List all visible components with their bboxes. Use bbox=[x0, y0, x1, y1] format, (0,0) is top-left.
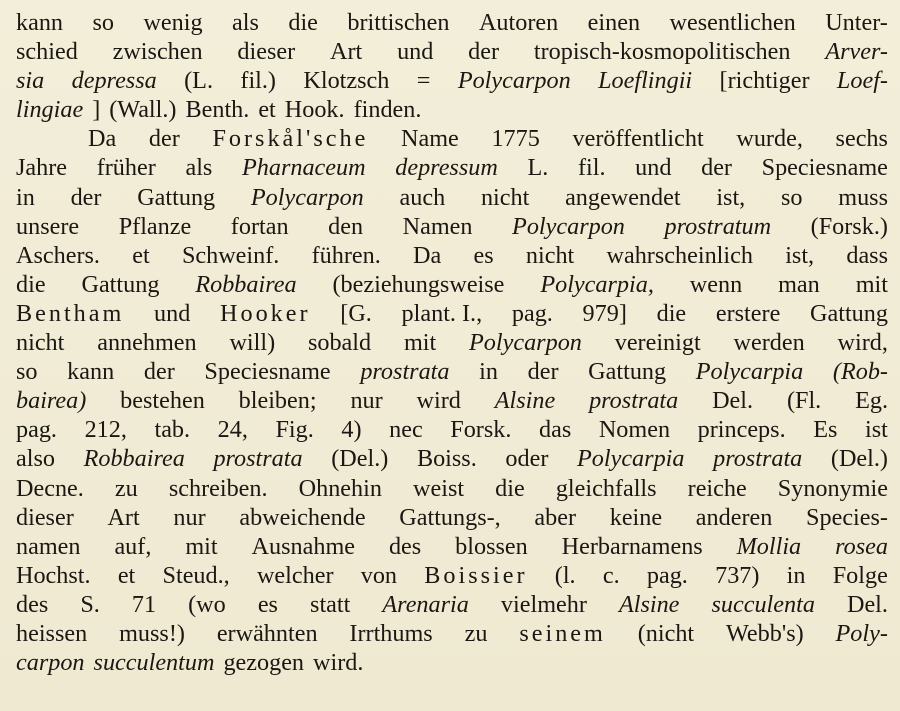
word: in bbox=[479, 358, 498, 386]
word: wird bbox=[416, 387, 461, 415]
word: Arenaria bbox=[382, 590, 469, 618]
word: Alsine bbox=[618, 590, 680, 618]
word: Gattungs-, bbox=[399, 503, 501, 531]
word: so bbox=[92, 9, 114, 36]
word: Species- bbox=[806, 503, 888, 531]
word: pag. bbox=[511, 299, 553, 327]
word: Art bbox=[107, 503, 140, 531]
word: 71 bbox=[131, 590, 157, 618]
word: erstere bbox=[715, 299, 781, 327]
text-line bbox=[16, 590, 888, 619]
word: S. bbox=[80, 590, 100, 618]
word: Forskål'sche bbox=[212, 125, 369, 153]
word: dieser bbox=[16, 503, 74, 531]
text-line bbox=[16, 474, 888, 503]
word: annehmen bbox=[97, 329, 197, 357]
word: und bbox=[154, 299, 191, 327]
word: prostrata bbox=[713, 445, 803, 473]
word: 212, bbox=[84, 416, 127, 444]
word: das bbox=[539, 416, 572, 444]
word: Loeflingii bbox=[598, 67, 693, 95]
word: dass bbox=[846, 241, 888, 269]
word: in bbox=[16, 183, 35, 211]
word: [richtiger bbox=[719, 67, 810, 95]
word: wenn bbox=[689, 270, 743, 298]
word: Webb's) bbox=[726, 619, 804, 647]
word: Loef- bbox=[836, 67, 888, 95]
word: aber bbox=[534, 503, 577, 531]
word: (nicht bbox=[637, 619, 695, 647]
word: depressum bbox=[395, 154, 498, 182]
word: tab. bbox=[154, 416, 191, 444]
word: Mollia bbox=[736, 532, 802, 560]
word: Autoren bbox=[478, 9, 559, 36]
word: früher bbox=[96, 154, 156, 182]
word: Alsine bbox=[494, 387, 556, 415]
word: Poly- bbox=[835, 619, 888, 647]
word: Jahre bbox=[16, 154, 68, 182]
word: c. bbox=[602, 561, 620, 589]
word: Robbairea bbox=[195, 270, 297, 298]
word: Decne. bbox=[16, 474, 84, 502]
word: zu bbox=[464, 619, 488, 647]
word: statt bbox=[310, 590, 351, 618]
word: Speciesname bbox=[204, 358, 331, 386]
word: wesentlichen bbox=[669, 9, 796, 36]
text-line bbox=[16, 153, 888, 182]
word: Pflanze bbox=[118, 212, 192, 240]
text-line bbox=[16, 503, 888, 532]
text-line bbox=[16, 241, 888, 270]
word: muss bbox=[838, 183, 888, 211]
word: nicht bbox=[480, 183, 530, 211]
word: 1775 bbox=[491, 125, 540, 153]
word: prostrata bbox=[360, 358, 450, 386]
word: Forsk. bbox=[450, 416, 512, 444]
word: in bbox=[786, 561, 806, 589]
word: bestehen bbox=[120, 387, 205, 415]
text-line bbox=[16, 444, 888, 473]
word: von bbox=[360, 561, 398, 589]
word: Aschers. bbox=[16, 241, 100, 269]
word: des bbox=[16, 590, 49, 618]
word: heissen bbox=[16, 619, 88, 647]
word: Folge bbox=[832, 561, 888, 589]
word: 737) bbox=[715, 561, 760, 589]
word: gleichfalls bbox=[555, 474, 657, 502]
word: auf, bbox=[114, 532, 152, 560]
word: auch bbox=[399, 183, 446, 211]
word: lingiae bbox=[16, 96, 84, 124]
word: (wo bbox=[188, 590, 226, 618]
word: Steud., bbox=[162, 561, 230, 589]
word: der bbox=[468, 38, 500, 66]
word: Del. bbox=[846, 590, 888, 618]
word: mit bbox=[855, 270, 888, 298]
word: so bbox=[16, 358, 38, 386]
word: Schweinf. bbox=[181, 241, 280, 269]
word: prostrata bbox=[589, 387, 679, 415]
word: wird. bbox=[313, 649, 364, 677]
text-line bbox=[16, 357, 888, 386]
word: Da bbox=[413, 241, 442, 269]
word: sechs bbox=[835, 125, 888, 153]
word: (beziehungsweise bbox=[332, 270, 505, 298]
word: namen bbox=[16, 532, 81, 560]
word: Benth. bbox=[185, 96, 250, 124]
word: anderen bbox=[695, 503, 773, 531]
word: fortan bbox=[230, 212, 289, 240]
word: Klotzsch bbox=[303, 67, 390, 95]
word: Pharnaceum bbox=[241, 154, 366, 182]
word: gezogen bbox=[223, 649, 305, 677]
word: 4) bbox=[341, 416, 362, 444]
word: succulenta bbox=[711, 590, 815, 618]
word: der bbox=[701, 154, 732, 182]
word: führen. bbox=[311, 241, 381, 269]
word: zu bbox=[114, 474, 138, 502]
word: abweichende bbox=[239, 503, 366, 531]
word: man bbox=[778, 270, 820, 298]
word: also bbox=[16, 445, 55, 473]
word: mit bbox=[403, 329, 437, 357]
word: wird, bbox=[837, 329, 888, 357]
word: ist, bbox=[716, 183, 746, 211]
word: keine bbox=[609, 503, 663, 531]
word: (Fl. bbox=[786, 387, 822, 415]
word: bairea) bbox=[16, 387, 87, 415]
word: so bbox=[780, 183, 803, 211]
word: kann bbox=[16, 9, 64, 36]
word: als bbox=[185, 154, 213, 182]
word: bleiben; bbox=[238, 387, 317, 415]
text-line bbox=[16, 124, 888, 153]
word: Eg. bbox=[855, 387, 888, 415]
word: Nomen bbox=[598, 416, 671, 444]
word: die bbox=[288, 9, 318, 36]
word: einen bbox=[587, 9, 641, 36]
word: Hochst. bbox=[16, 561, 91, 589]
word: princeps. bbox=[697, 416, 786, 444]
word: vereinigt bbox=[614, 329, 701, 357]
word: der bbox=[527, 358, 559, 386]
word: Arver- bbox=[825, 38, 888, 66]
word: sobald bbox=[307, 329, 372, 357]
word: (Rob- bbox=[832, 358, 888, 386]
document-text bbox=[16, 8, 888, 677]
text-line bbox=[16, 66, 888, 95]
word: sia bbox=[16, 67, 45, 95]
word: es bbox=[257, 590, 278, 618]
word: ] bbox=[92, 96, 101, 124]
word: depressa bbox=[71, 67, 157, 95]
word: Gattung bbox=[588, 358, 667, 386]
word: et bbox=[258, 96, 276, 124]
word: Ohnehin bbox=[298, 474, 382, 502]
word: (Del.) bbox=[830, 445, 888, 473]
word: der bbox=[148, 125, 180, 153]
word: [G. bbox=[340, 299, 372, 327]
word: et bbox=[132, 241, 150, 269]
text-line bbox=[16, 212, 888, 241]
word: Polycarpon bbox=[457, 67, 571, 95]
word: welcher bbox=[256, 561, 334, 589]
word: oder bbox=[505, 445, 549, 473]
word: Fig. bbox=[275, 416, 314, 444]
word: Polycarpia bbox=[695, 358, 804, 386]
word: Polycarpon bbox=[250, 183, 364, 211]
word: nicht bbox=[16, 329, 65, 357]
word: L. bbox=[527, 154, 549, 182]
text-line bbox=[16, 183, 888, 212]
word: die bbox=[495, 474, 525, 502]
text-line bbox=[16, 386, 888, 415]
word: will) bbox=[229, 329, 276, 357]
word: Del. bbox=[712, 387, 754, 415]
word: Speciesname bbox=[761, 154, 888, 182]
word: die bbox=[656, 299, 687, 327]
word: Gattung bbox=[137, 183, 216, 211]
word: Da bbox=[88, 125, 117, 153]
word: angewendet bbox=[565, 183, 681, 211]
word: Polycarpon bbox=[512, 212, 625, 240]
word: schreiben. bbox=[168, 474, 268, 502]
word: = bbox=[416, 67, 431, 95]
word: Gattung bbox=[81, 270, 160, 298]
word: Boissier bbox=[424, 561, 528, 589]
text-line bbox=[16, 561, 888, 590]
word: et bbox=[117, 561, 136, 589]
word: Boiss. bbox=[416, 445, 477, 473]
word: plant. I., bbox=[401, 299, 483, 327]
text-line bbox=[16, 95, 888, 124]
word: den bbox=[328, 212, 364, 240]
text-line bbox=[16, 299, 888, 328]
word: Unter- bbox=[825, 9, 888, 36]
word: schied bbox=[16, 38, 78, 66]
word: tropisch-kosmopolitischen bbox=[533, 38, 791, 66]
word: Polycarpia, bbox=[540, 270, 654, 298]
word: fil. bbox=[577, 154, 606, 182]
word: der bbox=[143, 358, 175, 386]
word: nec bbox=[389, 416, 423, 444]
word: Polycarpon bbox=[469, 329, 582, 357]
word: werden bbox=[733, 329, 805, 357]
word: vielmehr bbox=[500, 590, 587, 618]
word: Ausnahme bbox=[251, 532, 355, 560]
word: seinem bbox=[519, 619, 606, 647]
word: mit bbox=[185, 532, 218, 560]
word: zwischen bbox=[112, 38, 203, 66]
word: prostratum bbox=[664, 212, 772, 240]
word: kann bbox=[67, 358, 115, 386]
word: wurde, bbox=[736, 125, 803, 153]
text-line bbox=[16, 37, 888, 66]
word: unsere bbox=[16, 212, 80, 240]
text-line bbox=[16, 648, 888, 677]
word: des bbox=[388, 532, 422, 560]
word: Name bbox=[401, 125, 459, 153]
word: prostrata bbox=[213, 445, 303, 473]
text-line bbox=[16, 415, 888, 444]
text-line bbox=[16, 532, 888, 561]
word: dieser bbox=[237, 38, 296, 66]
word: rosea bbox=[835, 532, 888, 560]
word: wenig bbox=[143, 9, 203, 36]
word: (Forsk.) bbox=[810, 212, 888, 240]
word: Herbarnamens bbox=[561, 532, 703, 560]
word: als bbox=[232, 9, 259, 36]
word: die bbox=[16, 270, 46, 298]
word: Irrthums bbox=[349, 619, 433, 647]
word: Synonymie bbox=[777, 474, 888, 502]
word: nur bbox=[173, 503, 206, 531]
word: der bbox=[70, 183, 102, 211]
word: nur bbox=[350, 387, 383, 415]
word: pag. bbox=[16, 416, 57, 444]
word: und bbox=[397, 38, 434, 66]
word: Gattung bbox=[810, 299, 888, 327]
word: und bbox=[635, 154, 672, 182]
word: Es bbox=[813, 416, 838, 444]
word: Namen bbox=[402, 212, 473, 240]
word: ist bbox=[864, 416, 888, 444]
text-line bbox=[16, 8, 888, 37]
word: (L. bbox=[184, 67, 213, 95]
word: 24, bbox=[217, 416, 248, 444]
word: Hooker bbox=[220, 299, 311, 327]
text-line bbox=[16, 619, 888, 648]
text-line bbox=[16, 270, 888, 299]
word: wahrscheinlich bbox=[606, 241, 753, 269]
word: finden. bbox=[353, 96, 422, 124]
word: carpon bbox=[16, 649, 85, 677]
word: succulentum bbox=[93, 649, 215, 677]
word: (Wall.) bbox=[109, 96, 177, 124]
word: muss!) bbox=[119, 619, 185, 647]
word: Hook. bbox=[284, 96, 345, 124]
word: ist, bbox=[785, 241, 815, 269]
word: blossen bbox=[455, 532, 528, 560]
word: erwähnten bbox=[216, 619, 318, 647]
word: weist bbox=[413, 474, 465, 502]
word: Bentham bbox=[16, 299, 125, 327]
word: Robbairea bbox=[83, 445, 185, 473]
word: reiche bbox=[687, 474, 747, 502]
word: fil.) bbox=[240, 67, 276, 95]
word: pag. bbox=[646, 561, 688, 589]
word: (Del.) bbox=[331, 445, 389, 473]
word: brittischen bbox=[347, 9, 450, 36]
word: es bbox=[473, 241, 494, 269]
word: Polycarpia bbox=[577, 445, 685, 473]
word: 979] bbox=[582, 299, 627, 327]
word: (l. bbox=[554, 561, 576, 589]
word: veröffentlicht bbox=[572, 125, 704, 153]
word: nicht bbox=[525, 241, 575, 269]
text-line bbox=[16, 328, 888, 357]
word: Art bbox=[330, 38, 363, 66]
